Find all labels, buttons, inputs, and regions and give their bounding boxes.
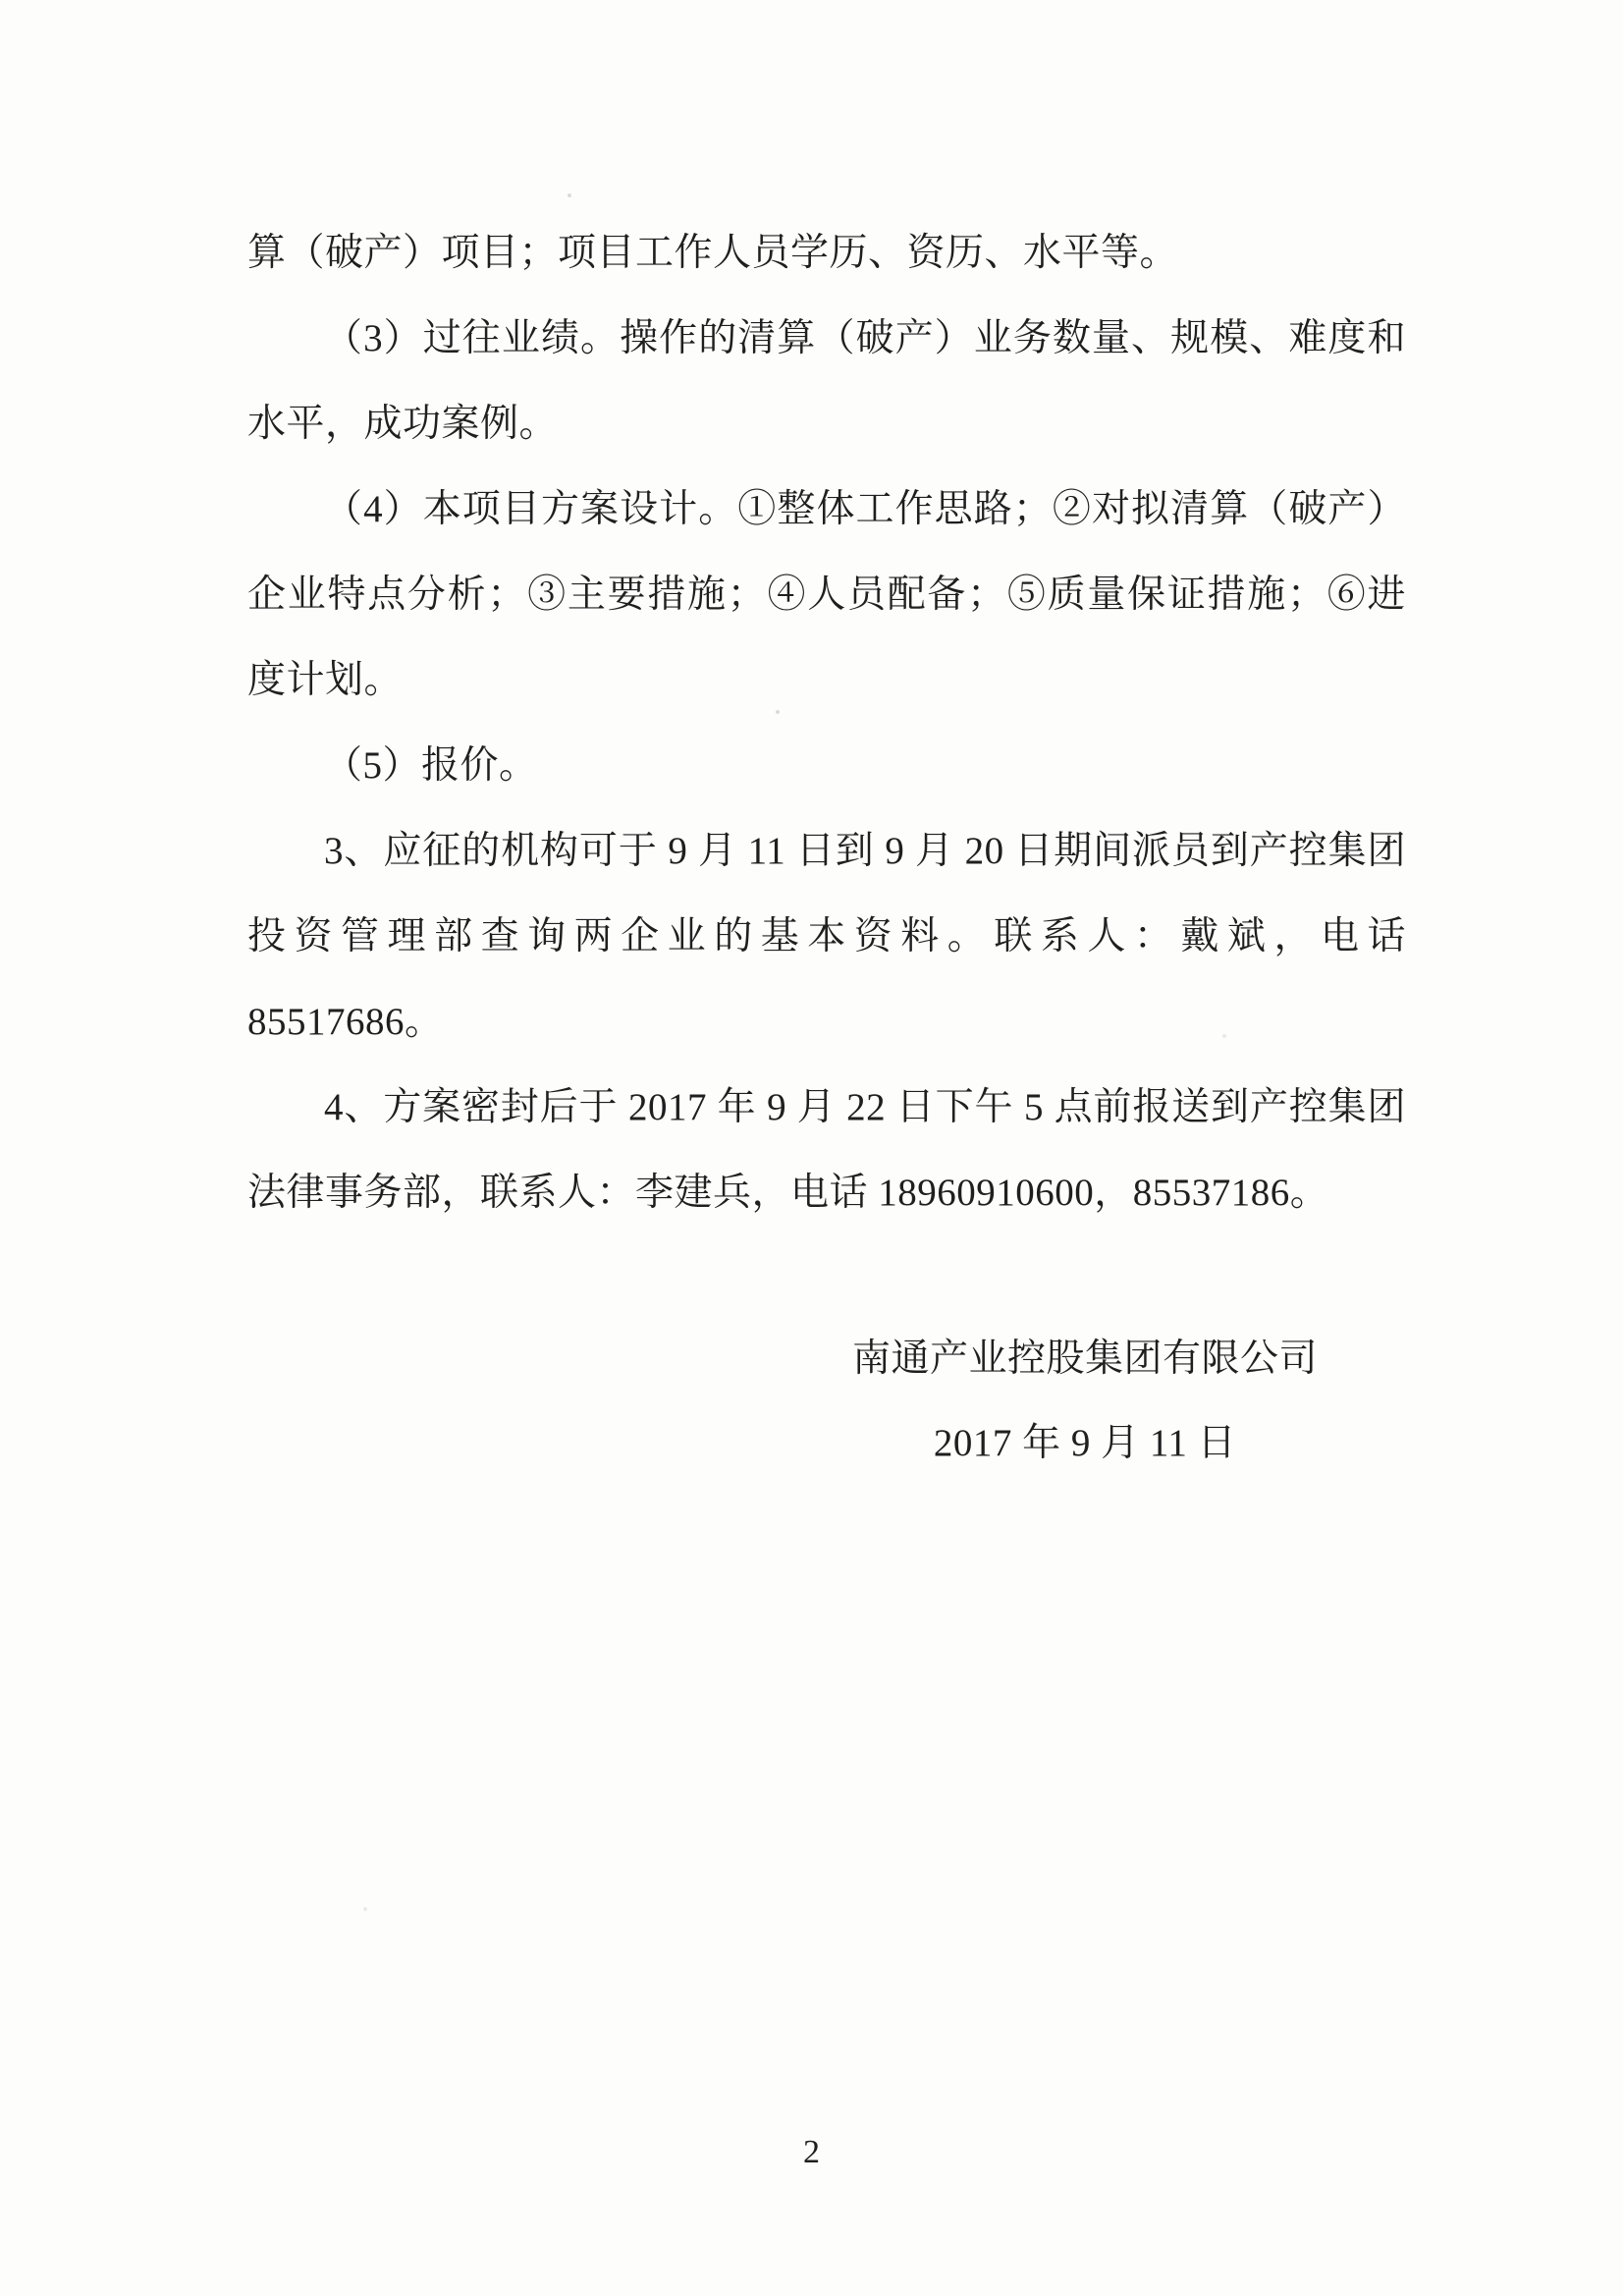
scan-speck <box>1222 1034 1226 1038</box>
paragraph-item-4: （4）本项目方案设计。①整体工作思路；②对拟清算（破产）企业特点分析；③主要措施；④人员配备；⑤质量保证措施；⑥进度计划。 <box>247 488 1406 701</box>
scan-speck <box>363 1907 367 1911</box>
paragraph-clause-4: 4、方案密封后于 2017 年 9 月 22 日下午 5 点前报送到产控集团法律事务部，联系人：李建兵，电话 18960910600，85537186。 <box>247 1086 1406 1214</box>
signature-company: 南通产业控股集团有限公司 <box>851 1338 1318 1380</box>
paragraph-clause-3: 3、应征的机构可于 9 月 11 日到 9 月 20 日期间派员到产控集团投资管理部查询两企业的基本资料。联系人：戴斌，电话 85517686。 <box>247 830 1406 1043</box>
paragraph-continuation: 算（破产）项目；项目工作人员学历、资历、水平等。 <box>247 232 1179 274</box>
signature-block <box>712 1317 1458 1486</box>
document-body <box>247 210 1406 1235</box>
paragraph-item-5: （5）报价。 <box>324 744 538 787</box>
page-number: 2 <box>803 2134 820 2170</box>
scan-speck <box>568 193 571 197</box>
scan-speck <box>776 710 780 714</box>
paragraph-item-3: （3）过往业绩。操作的清算（破产）业务数量、规模、难度和水平，成功案例。 <box>247 317 1406 445</box>
signature-date: 2017 年 9 月 11 日 <box>933 1422 1237 1464</box>
